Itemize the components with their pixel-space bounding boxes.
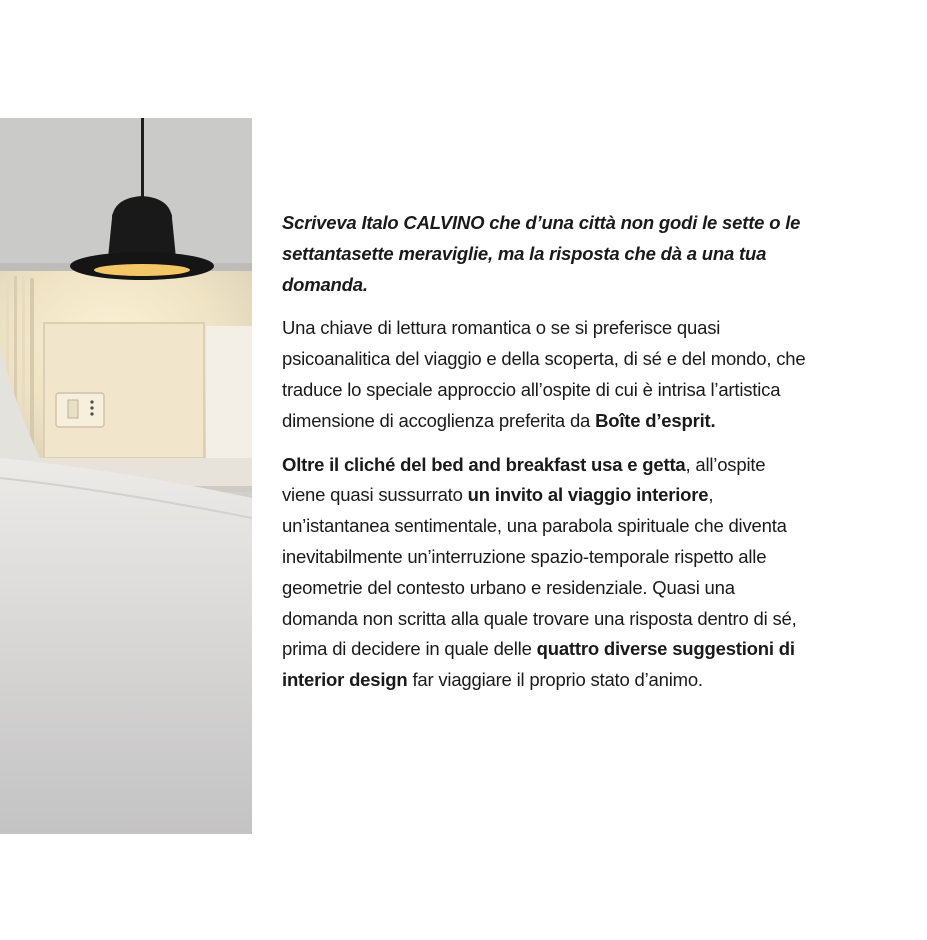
paragraph-invitation-middle: , un’istantanea sentimentale, una parabola spirituale che diventa inevitabilmente un’interruzione spazio-temporale rispetto alle geometrie del contesto urbano e residenziale. Quasi una domanda non scritta alla quale trovare una risposta dentro di sé, prima di decidere in quale delle [282,484,797,660]
bedroom-photo [0,118,252,834]
calvino-quote: Scriveva Italo CALVINO che d’una città non godi le sette o le settantasette meraviglie, ma la risposta che dà a una tua domanda. [282,212,801,295]
cliche-phrase: Oltre il cliché del bed and breakfast usa e getta [282,453,686,475]
paragraph-invitation-end: far viaggiare il proprio stato d’animo. [407,669,703,691]
brand-name: Boîte d’esprit. [595,409,716,431]
paragraph-philosophy-text: Una chiave di lettura romantica o se si preferisce quasi psicoanalitica del viaggio e della scoperta, di sé e del mondo, che traduce lo speciale approccio all’ospite di cui è intrisa l’artistica dimensione di accoglienza preferita da [282,317,806,431]
design-phrase: quattro diverse suggestioni di interior design [282,638,795,691]
invite-phrase: un invito al viaggio interiore [467,484,709,506]
paragraph-invitation-lead: , all’ospite viene quasi sussurrato [282,453,766,506]
description-text [282,208,812,709]
paragraph-invitation [282,450,812,696]
paragraph-philosophy [282,313,812,436]
